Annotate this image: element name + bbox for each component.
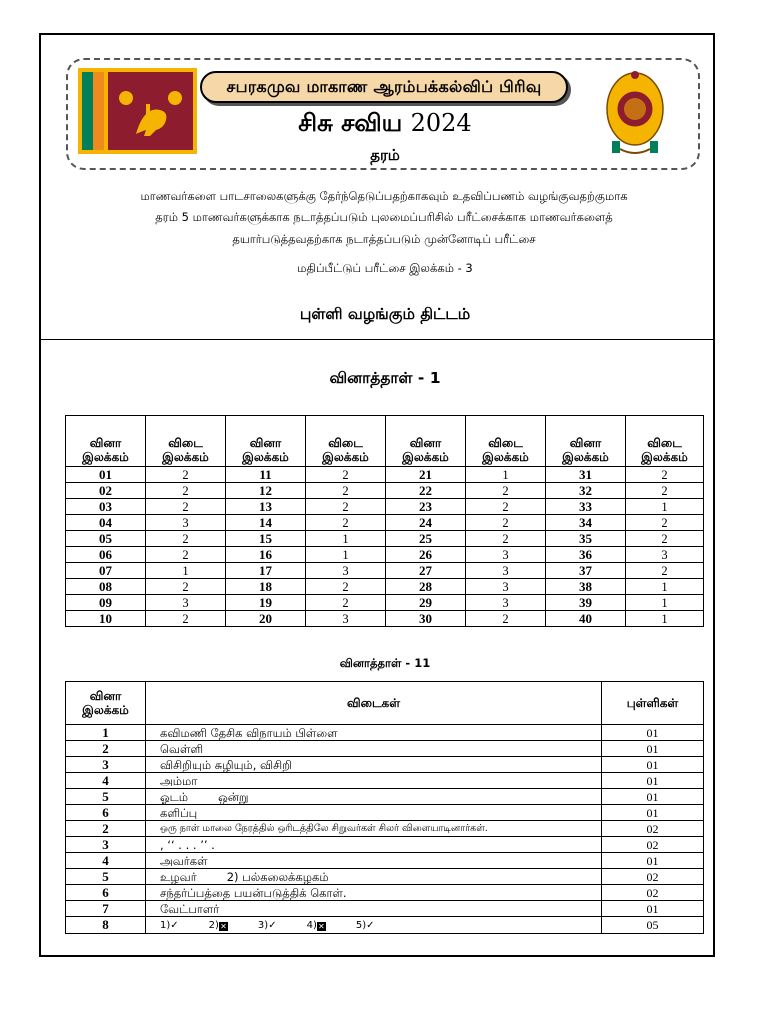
answer-number-cell: 3 (466, 547, 546, 563)
flag-image (78, 68, 197, 154)
grade-label: தரம் (370, 146, 400, 164)
paper2-title: வினாத்தாள் - 11 (339, 656, 431, 670)
answer-number-cell: 2 (466, 611, 546, 627)
question-number-cell: 1 (66, 725, 146, 741)
check-label: 2) (208, 920, 219, 931)
question-number-cell: 5 (66, 869, 146, 885)
exam-year: 2024 (410, 109, 472, 137)
answer-part: ஓடம் (160, 789, 189, 804)
question-number-cell: 4 (66, 773, 146, 789)
marks-cell: 02 (602, 821, 704, 837)
table-header-cell: புள்ளிகள் (602, 682, 704, 725)
table-row (66, 805, 704, 821)
question-number-cell: 29 (386, 595, 466, 611)
answer-number-cell: 3 (466, 595, 546, 611)
question-number-cell: 5 (66, 789, 146, 805)
answer-part: ஒன்று (218, 789, 249, 804)
answer-number-cell: 3 (146, 515, 226, 531)
table-header-cell: விடை இலக்கம் (306, 416, 386, 467)
question-number-cell: 2 (66, 821, 146, 837)
marks-cell: 02 (602, 885, 704, 901)
question-number-cell: 35 (546, 531, 626, 547)
table-row (66, 515, 704, 531)
question-number-cell: 15 (226, 531, 306, 547)
assessment-paper-number: மதிப்பீட்டுப் பரீட்சை இலக்கம் - 3 (297, 261, 473, 275)
answer-number-cell: 2 (146, 611, 226, 627)
check-icon: ✓ (170, 920, 179, 931)
exam-name: சிசு சவிய (298, 108, 403, 137)
table-row (66, 917, 704, 934)
cross-icon: ✕ (317, 922, 325, 931)
answer-cell: களிப்பு (146, 805, 602, 821)
table-header-cell: வினா இலக்கம் (226, 416, 306, 467)
answer-number-cell: 3 (466, 563, 546, 579)
marking-scheme-title: புள்ளி வழங்கும் திட்டம் (299, 305, 471, 323)
table-header-cell: வினா இலக்கம் (66, 682, 146, 725)
table-row (66, 563, 704, 579)
check-item (209, 919, 228, 933)
marks-cell: 01 (602, 789, 704, 805)
check-item (307, 919, 326, 933)
cross-icon: ✕ (220, 922, 227, 931)
paper1-answer-table (65, 415, 704, 627)
check-item (258, 919, 277, 933)
answer-cell (146, 869, 602, 885)
marks-cell: 01 (602, 757, 704, 773)
table-row (66, 837, 704, 853)
answer-cell: வேட்பாளர் (146, 901, 602, 917)
answer-number-cell: 2 (466, 531, 546, 547)
answer-cell: விசிறியும் சுழியும், விசிறி (146, 757, 602, 773)
answer-number-cell: 3 (146, 595, 226, 611)
answer-number-cell: 2 (626, 483, 704, 499)
question-number-cell: 06 (66, 547, 146, 563)
check-icon: ✓ (366, 920, 375, 931)
table-row (66, 821, 704, 837)
table-row (66, 901, 704, 917)
answer-cell: சந்தர்ப்பத்தை பயன்படுத்திக் கொள். (146, 885, 602, 901)
check-item (160, 919, 179, 933)
exam-title (270, 108, 500, 140)
question-number-cell: 19 (226, 595, 306, 611)
answer-number-cell: 2 (146, 547, 226, 563)
answer-number-cell: 1 (306, 547, 386, 563)
answer-number-cell: 2 (626, 515, 704, 531)
table-header-cell: விடை இலக்கம் (146, 416, 226, 467)
section-divider (39, 339, 715, 340)
table-header-cell: வினா இலக்கம் (386, 416, 466, 467)
marks-cell: 01 (602, 805, 704, 821)
table-row (66, 547, 704, 563)
answer-number-cell: 3 (306, 611, 386, 627)
answer-number-cell: 2 (466, 515, 546, 531)
check-label: 3) (257, 920, 269, 931)
answer-cell: அம்மா (146, 773, 602, 789)
marks-cell: 01 (602, 901, 704, 917)
check-label: 4) (306, 920, 317, 931)
table-row (66, 725, 704, 741)
question-number-cell: 08 (66, 579, 146, 595)
question-number-cell: 4 (66, 853, 146, 869)
question-number-cell: 30 (386, 611, 466, 627)
question-number-cell: 14 (226, 515, 306, 531)
answer-number-cell: 1 (626, 595, 704, 611)
answer-cell: வெள்ளி (146, 741, 602, 757)
question-number-cell: 8 (66, 917, 146, 934)
question-number-cell: 27 (386, 563, 466, 579)
answer-number-cell: 2 (146, 467, 226, 483)
question-number-cell: 03 (66, 499, 146, 515)
answer-number-cell: 2 (306, 483, 386, 499)
marks-cell: 05 (602, 917, 704, 934)
check-item (356, 919, 375, 933)
table-row (66, 483, 704, 499)
question-number-cell: 12 (226, 483, 306, 499)
answer-number-cell: 2 (146, 531, 226, 547)
paper1-title: வினாத்தாள் - 1 (329, 369, 441, 387)
answer-number-cell: 2 (626, 531, 704, 547)
table-row (66, 499, 704, 515)
answer-number-cell: 2 (466, 499, 546, 515)
question-number-cell: 04 (66, 515, 146, 531)
paper2-answer-table (65, 681, 704, 934)
answer-number-cell: 2 (306, 595, 386, 611)
answer-number-cell: 2 (466, 483, 546, 499)
answer-number-cell: 2 (306, 499, 386, 515)
answer-part: உழவர் (160, 869, 197, 884)
question-number-cell: 02 (66, 483, 146, 499)
question-number-cell: 31 (546, 467, 626, 483)
question-number-cell: 11 (226, 467, 306, 483)
table-header-cell: விடை இலக்கம் (626, 416, 704, 467)
question-number-cell: 25 (386, 531, 466, 547)
question-number-cell: 07 (66, 563, 146, 579)
answer-number-cell: 3 (466, 579, 546, 595)
answer-number-cell: 3 (306, 563, 386, 579)
answer-number-cell: 2 (626, 467, 704, 483)
answer-number-cell: 2 (146, 579, 226, 595)
answer-number-cell: 2 (306, 579, 386, 595)
question-number-cell: 01 (66, 467, 146, 483)
paper1-header-row (66, 416, 704, 467)
answer-number-cell: 1 (306, 531, 386, 547)
answer-number-cell: 2 (306, 467, 386, 483)
question-number-cell: 17 (226, 563, 306, 579)
marks-cell: 01 (602, 853, 704, 869)
question-number-cell: 24 (386, 515, 466, 531)
marks-cell: 01 (602, 741, 704, 757)
question-number-cell: 18 (226, 579, 306, 595)
question-number-cell: 6 (66, 805, 146, 821)
question-number-cell: 38 (546, 579, 626, 595)
answer-number-cell: 2 (626, 563, 704, 579)
answer-number-cell: 1 (626, 611, 704, 627)
marks-cell: 02 (602, 837, 704, 853)
question-number-cell: 09 (66, 595, 146, 611)
answer-number-cell: 1 (466, 467, 546, 483)
question-number-cell: 34 (546, 515, 626, 531)
question-number-cell: 21 (386, 467, 466, 483)
table-header-cell: விடைகள் (146, 682, 602, 725)
table-row (66, 773, 704, 789)
question-number-cell: 26 (386, 547, 466, 563)
marks-cell: 02 (602, 869, 704, 885)
question-number-cell: 6 (66, 885, 146, 901)
emblem-icon (604, 67, 666, 159)
answer-cell: கவிமணி தேசிக விநாயம் பிள்ளை (146, 725, 602, 741)
answer-cell: ஒரு நாள் மாலை நேரத்தில் ஒரிடத்திலே சிறுவர்கள் சிலர் விளையாடினார்கள். (146, 821, 602, 837)
question-number-cell: 05 (66, 531, 146, 547)
table-row (66, 869, 704, 885)
question-number-cell: 3 (66, 757, 146, 773)
table-header-cell: வினா இலக்கம் (546, 416, 626, 467)
question-number-cell: 33 (546, 499, 626, 515)
check-icon: ✓ (268, 920, 277, 931)
question-number-cell: 3 (66, 837, 146, 853)
answer-number-cell: 3 (626, 547, 704, 563)
question-number-cell: 13 (226, 499, 306, 515)
intro-line-3: தயார்படுத்தவதற்காக நடாத்தப்படும் முன்னோடிப் பரீட்சை (232, 232, 536, 246)
table-row (66, 531, 704, 547)
question-number-cell: 40 (546, 611, 626, 627)
table-row (66, 595, 704, 611)
check-label: 5) (355, 920, 367, 931)
answer-cell (146, 789, 602, 805)
marks-cell: 01 (602, 725, 704, 741)
question-number-cell: 23 (386, 499, 466, 515)
answer-part: 2) பல்கலைக்கழகம் (226, 869, 329, 884)
question-number-cell: 22 (386, 483, 466, 499)
check-label: 1) (160, 920, 171, 931)
table-row (66, 757, 704, 773)
table-row (66, 885, 704, 901)
question-number-cell: 36 (546, 547, 626, 563)
marks-cell: 01 (602, 773, 704, 789)
question-number-cell: 28 (386, 579, 466, 595)
answer-cell: , ‘‘ . . . ’’ . (146, 837, 602, 853)
answer-number-cell: 2 (146, 483, 226, 499)
intro-line-2: தரம் 5 மாணவர்களுக்காக நடாத்தப்படும் புலமைப்பரிசில் பரீட்சைக்காக மாணவர்களைத் (155, 210, 613, 224)
table-row (66, 579, 704, 595)
table-row (66, 853, 704, 869)
answer-cell: அவர்கள் (146, 853, 602, 869)
table-header-cell: வினா இலக்கம் (66, 416, 146, 467)
table-row (66, 741, 704, 757)
table-row (66, 789, 704, 805)
question-number-cell: 7 (66, 901, 146, 917)
question-number-cell: 2 (66, 741, 146, 757)
question-number-cell: 20 (226, 611, 306, 627)
question-number-cell: 10 (66, 611, 146, 627)
paper2-header-row (66, 682, 704, 725)
answer-number-cell: 1 (626, 579, 704, 595)
department-banner: சபரகமுவ மாகாண ஆரம்பக்கல்விப் பிரிவு (200, 71, 568, 103)
answer-number-cell: 1 (146, 563, 226, 579)
question-number-cell: 32 (546, 483, 626, 499)
question-number-cell: 37 (546, 563, 626, 579)
answer-cell (146, 917, 602, 934)
question-number-cell: 16 (226, 547, 306, 563)
answer-number-cell: 2 (306, 515, 386, 531)
intro-line-1: மாணவர்களை பாடசாலைகளுக்கு தேர்ந்தெடுப்பதற்காகவும் உதவிப்பணம் வழங்குவதற்குமாக (140, 189, 628, 203)
table-row (66, 467, 704, 483)
answer-number-cell: 1 (626, 499, 704, 515)
question-number-cell: 39 (546, 595, 626, 611)
answer-number-cell: 2 (146, 499, 226, 515)
table-header-cell: விடை இலக்கம் (466, 416, 546, 467)
table-row (66, 611, 704, 627)
